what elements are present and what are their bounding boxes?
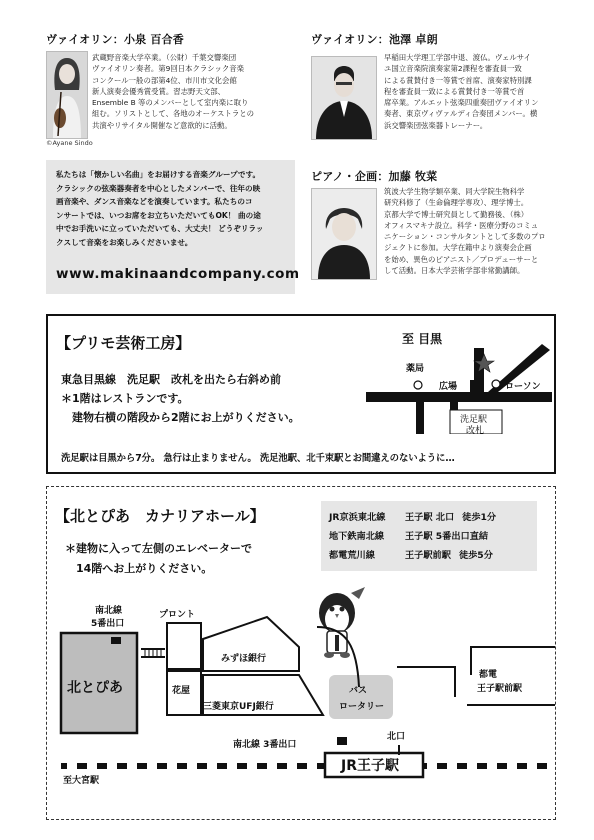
venue1-map: [366, 330, 552, 434]
map-hanaya: 花屋: [172, 686, 191, 696]
map-bus-rotary-2: ロータリー: [339, 702, 385, 712]
performer2-photo: [311, 56, 377, 140]
train-line-walk: 徒歩5分: [458, 550, 493, 561]
map-pronto: プロント: [159, 610, 196, 620]
venue2-map: [47, 587, 555, 819]
map-plaza: 広場: [439, 382, 458, 392]
violinist-portrait-icon: [47, 52, 87, 138]
map-station-name: 洗足駅: [460, 415, 488, 425]
venue2-access-line1: ＊建物に入って左側のエレベーターで: [65, 542, 252, 555]
performer3-photo: [311, 188, 377, 280]
group-introduction-box: [46, 160, 300, 294]
venue1-box: [46, 314, 556, 474]
train-line-row: [329, 547, 493, 561]
map-bus-rotary: バス: [349, 686, 368, 696]
map-to-meguro: 至 目黒: [402, 332, 443, 346]
train-line-station: 王子駅 北口: [405, 512, 455, 523]
group-description: 私たちは「懐かしい名曲」をお届けする音楽グループです。 クラシックの弦楽器奏者を中心としたメンバーで、往年の映 画音楽や、ダンス音楽などを演奏しています。私たちのコ ンサートでは、いつお席をお立ちいただいてもOK！ 曲の途 中でお手洗いに立っていただいても、大丈夫！ どうぞリラッ クスして音楽をお楽しみくださいませ。: [56, 170, 264, 247]
map-namboku-exit3: 南北線 3番出口: [233, 740, 297, 750]
map-north-exit: 北口: [387, 732, 406, 742]
map-mizuho: みずほ銀行: [221, 654, 267, 664]
performer1-title: ヴァイオリン：小泉 百合香: [46, 33, 184, 46]
violinist-portrait-icon: [312, 57, 376, 139]
map-namboku-exit5: 5番出口: [91, 619, 125, 629]
map-jr-oji: JR王子駅: [341, 758, 399, 774]
performer2-bio: 早稲田大学理工学部中退、渡仏。ヴェルサイ ユ国立音楽院演奏家第2課程を審査員一致 による賞賛付き一等賞で首席、演奏家特別課 程を審査員一致による賞賛付き一等賞で首 席卒業。アルエット弦楽四重奏団ヴァイオリン 奏者、東京ヴィヴァルディ合奏団メンバー。横 浜交響楽団弦楽器トレーナー。: [384, 53, 539, 130]
venue2-box: [46, 486, 556, 820]
train-line-row: [329, 528, 488, 542]
performer3-title: ピアノ・企画：加藤 牧菜: [311, 170, 438, 183]
venue1-access-line2: ＊1階はレストランです。: [61, 392, 189, 405]
website-url[interactable]: www.makinaandcompany.com: [56, 266, 300, 282]
map-to-omiya: 至大宮駅: [63, 776, 100, 786]
map-toden-station: 王子駅前駅: [477, 684, 523, 694]
venue1-access-line3: 建物右横の階段から2階にお上がりください。: [61, 411, 300, 424]
map-kitotopia: 北とぴあ: [67, 680, 123, 696]
venue1-note: 洗足駅は目黒から7分。 急行は止まりません。 洗足池駅、北千束駅とお間違えのないように…: [61, 453, 455, 464]
map-lawson: ローソン: [505, 382, 541, 392]
train-line-name: 都電荒川線: [329, 550, 375, 561]
map-station-gate: 改札: [466, 426, 485, 436]
venue2-title: 【北とぴあ カナリアホール】: [55, 507, 265, 525]
train-line-name: JR京浜東北線: [329, 512, 386, 523]
map-namboku-exit5-line: 南北線: [95, 606, 123, 616]
pianist-portrait-icon: [312, 189, 376, 279]
performer3-bio: 筑波大学生物学類卒業、同大学院生物科学 研究科修了（生命倫理学専攻）、理学博士。 京都大学で博士研究員として勤務後、（株） オフィスマキナ設立。科学・医療分野のコミュ ニケーション・コンサルタントとして多数のプロ ジェクトに参加。大学在籍中より演奏会企画 を始め、異色のピアニスト／プロデューサーと して活動。日本大学芸術学部非常勤講師。: [384, 187, 546, 276]
train-lines-box: [321, 501, 537, 571]
photo-credit: ©Ayane Sindo: [46, 139, 93, 147]
venue2-access-line2: 14階へお上がりください。: [65, 562, 213, 575]
train-line-station: 王子駅 5番出口直結: [405, 531, 489, 542]
map-pharmacy: 薬局: [406, 364, 425, 374]
performer1-photo: [46, 51, 88, 139]
venue1-access-line1: 東急目黒線 洗足駅 改札を出たら右斜め前: [61, 373, 281, 386]
performer2-title: ヴァイオリン：池澤 卓朗: [311, 33, 438, 46]
venue1-title: 【プリモ芸術工房】: [56, 334, 191, 352]
train-line-name: 地下鉄南北線: [329, 531, 385, 542]
train-line-walk: 徒歩1分: [462, 512, 497, 523]
train-line-row: [329, 509, 496, 523]
performer1-bio: 武蔵野音楽大学卒業。（公財）千葉交響楽団 ヴァイオリン奏者。第9回日本クラシック音楽 コンクール一般の部第4位、市川市文化会館 新人演奏会優秀賞受賞。習志野天文部、 Ensemble B 等のメンバーとして室内楽に取り 組む。ソリストとして、各地のオーケストラとの 共演やリサイタル開催など意欲的に活動。: [92, 53, 255, 130]
train-line-station: 王子駅前駅: [405, 550, 451, 561]
map-mufg: 三菱東京UFJ銀行: [203, 702, 274, 712]
map-toden: 都電: [479, 670, 498, 680]
